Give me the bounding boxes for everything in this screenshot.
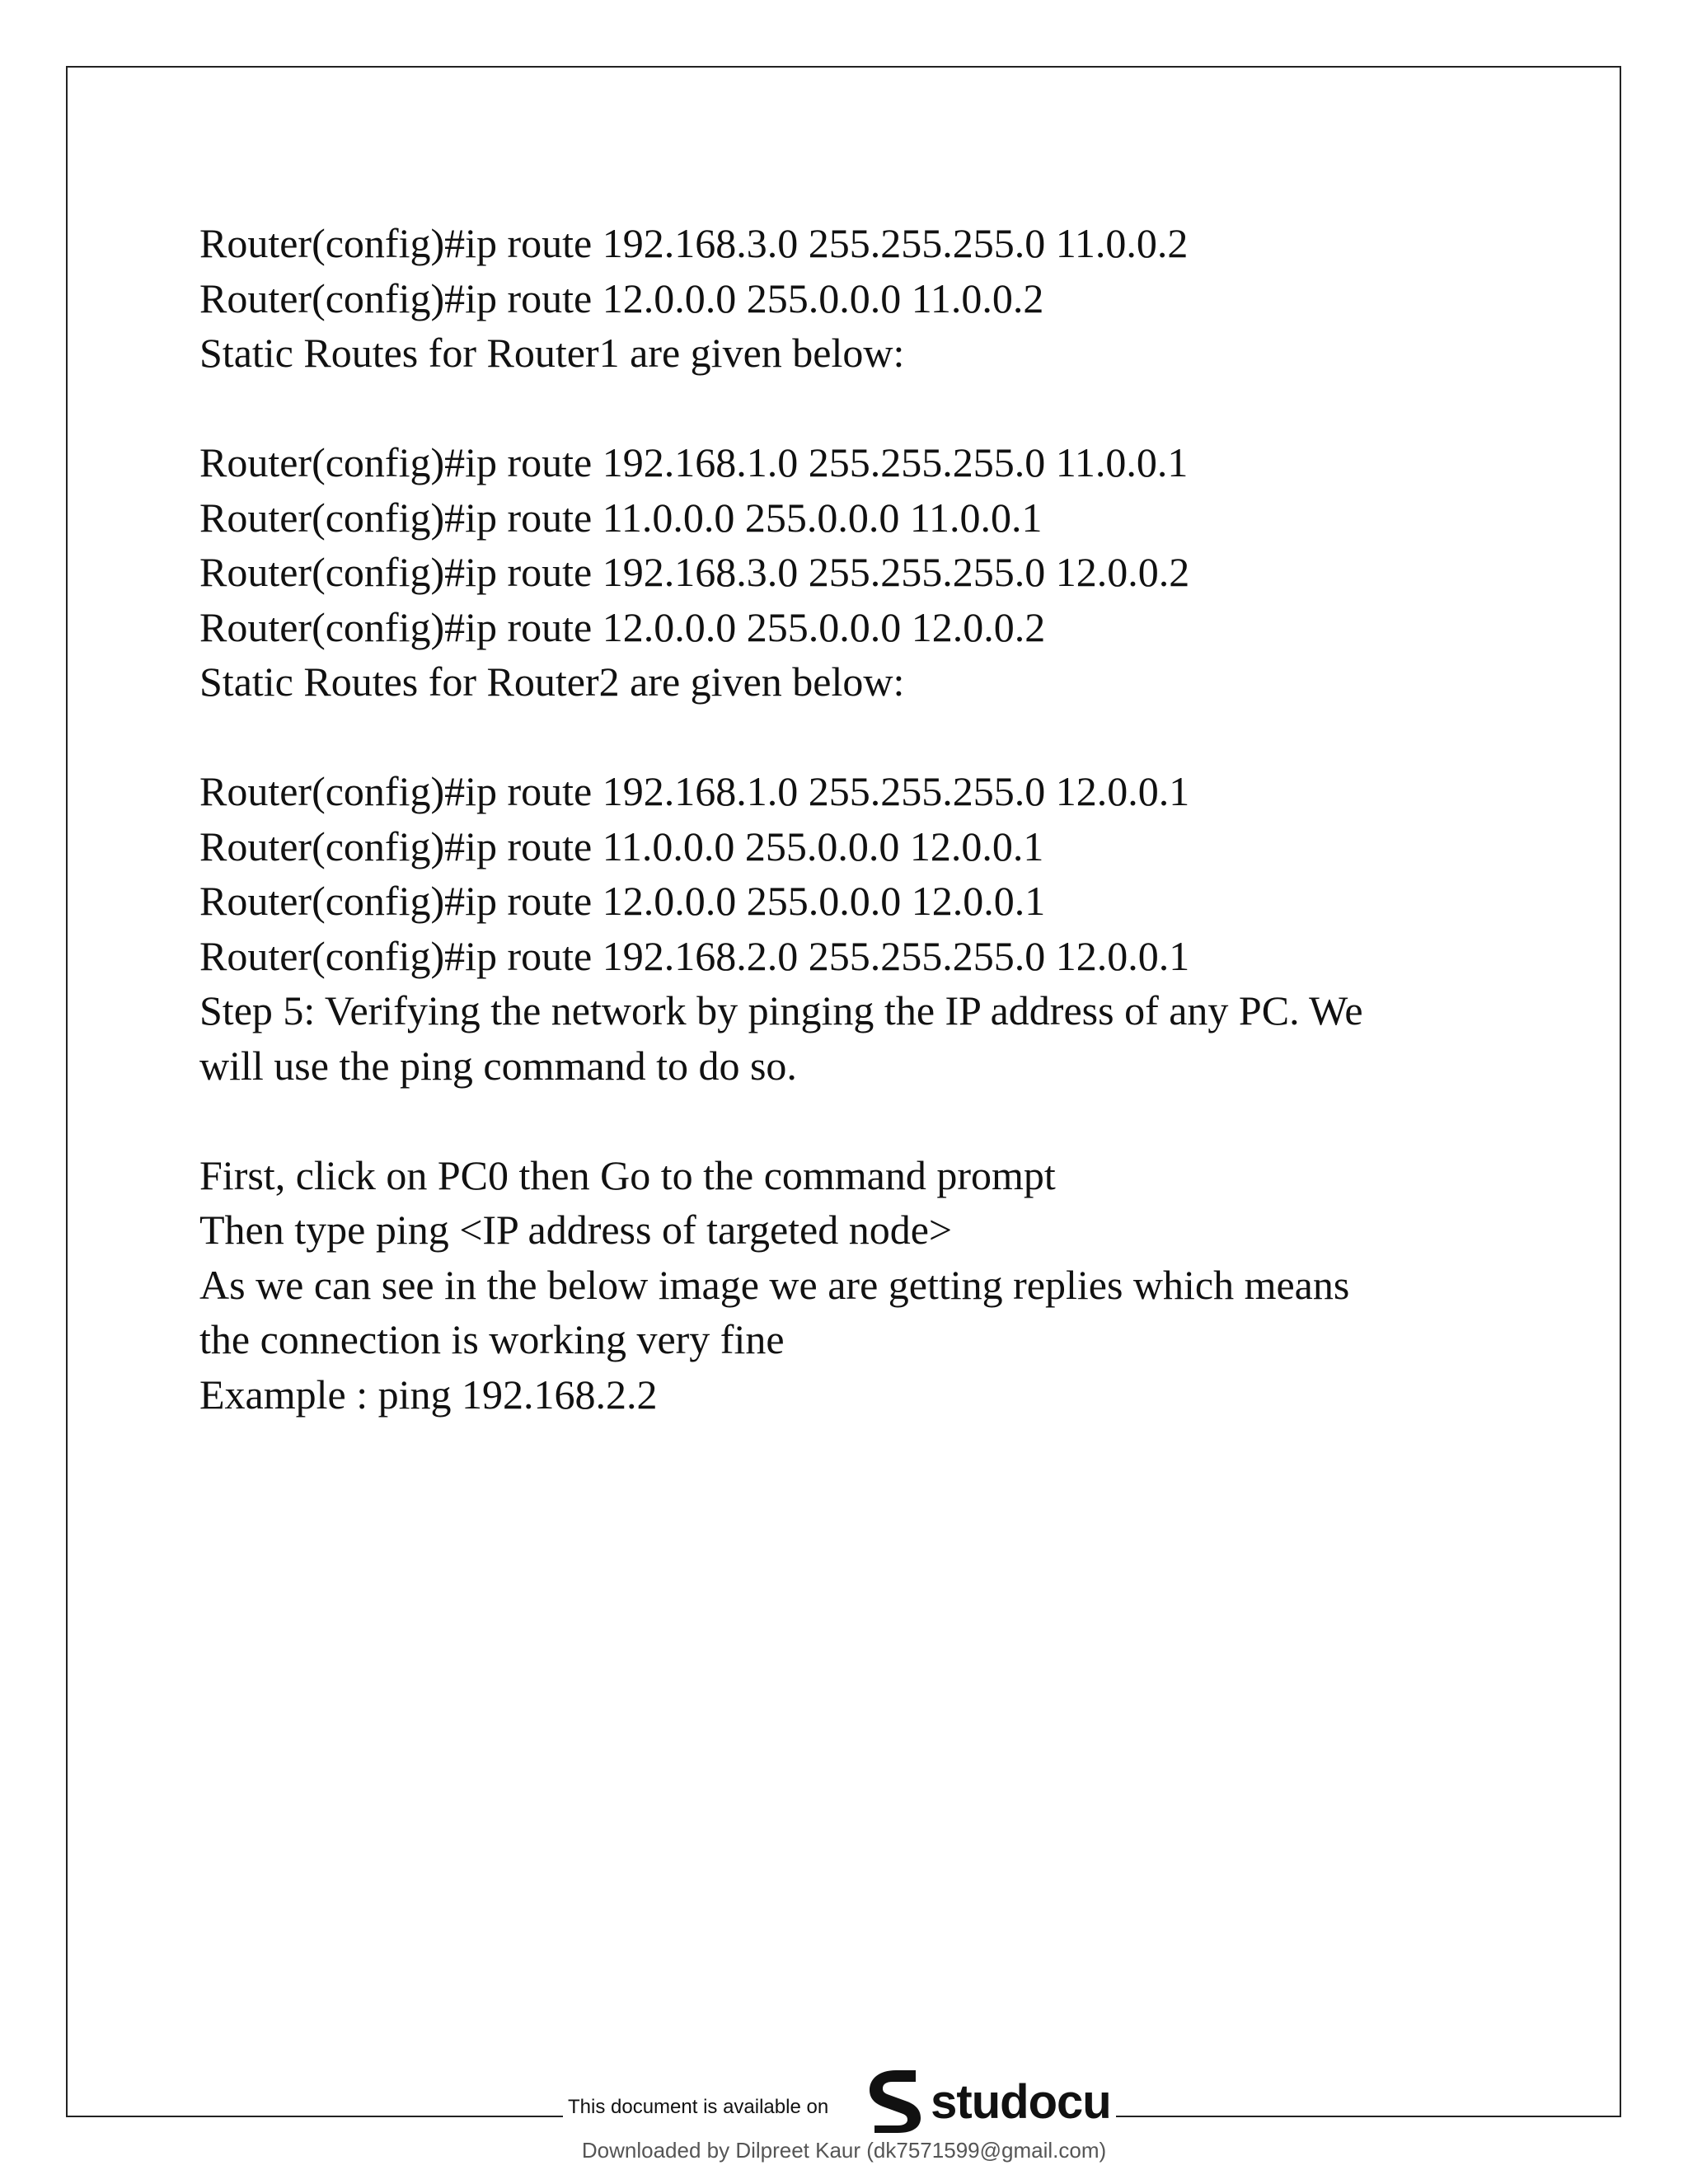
blank-line	[199, 710, 1485, 765]
text-line: Example : ping 192.168.2.2	[199, 1371, 658, 1418]
availability-text: This document is available on	[568, 2096, 829, 2118]
text-line: Router(config)#ip route 192.168.1.0 255.255.255.0 12.0.0.1	[199, 768, 1190, 814]
text-line: the connection is working very fine	[199, 1316, 785, 1362]
studocu-banner[interactable]	[563, 2069, 1116, 2135]
text-line: Router(config)#ip route 192.168.2.0 255.255.255.0 12.0.0.1	[199, 932, 1190, 979]
text-line: Router(config)#ip route 11.0.0.0 255.0.0.0 12.0.0.1	[199, 823, 1044, 869]
text-line: Router(config)#ip route 12.0.0.0 255.0.0.0 12.0.0.2	[199, 603, 1046, 650]
text-line: Router(config)#ip route 192.168.1.0 255.255.255.0 11.0.0.1	[199, 439, 1189, 485]
text-line: As we can see in the below image we are getting replies which means	[199, 1261, 1350, 1308]
blank-line	[199, 1093, 1485, 1148]
text-line: Then type ping <IP address of targeted node>	[199, 1207, 953, 1253]
studocu-wordmark: studocu	[931, 2074, 1111, 2129]
text-line: Router(config)#ip route 11.0.0.0 255.0.0.0 11.0.0.1	[199, 494, 1043, 541]
text-line: Router(config)#ip route 12.0.0.0 255.0.0.0 12.0.0.1	[199, 878, 1046, 924]
document-body	[199, 216, 1485, 1422]
text-line: Static Routes for Router1 are given below:	[199, 330, 905, 376]
text-line: Router(config)#ip route 12.0.0.0 255.0.0.0 11.0.0.2	[199, 274, 1044, 321]
download-note: Downloaded by Dilpreet Kaur (dk7571599@gmail.com)	[581, 2138, 1107, 2163]
text-line: Static Routes for Router2 are given below:	[199, 658, 905, 705]
text-line: will use the ping command to do so.	[199, 1042, 797, 1089]
studocu-logo[interactable]	[863, 2069, 1111, 2135]
text-line: Router(config)#ip route 192.168.3.0 255.255.255.0 11.0.0.2	[199, 220, 1189, 266]
text-line: Step 5: Verifying the network by pinging the IP address of any PC. We	[199, 987, 1363, 1033]
text-line: Router(config)#ip route 192.168.3.0 255.255.255.0 12.0.0.2	[199, 549, 1190, 595]
blank-line	[199, 381, 1485, 436]
text-line: First, click on PC0 then Go to the command prompt	[199, 1151, 1056, 1198]
studocu-logo-icon	[863, 2069, 926, 2135]
